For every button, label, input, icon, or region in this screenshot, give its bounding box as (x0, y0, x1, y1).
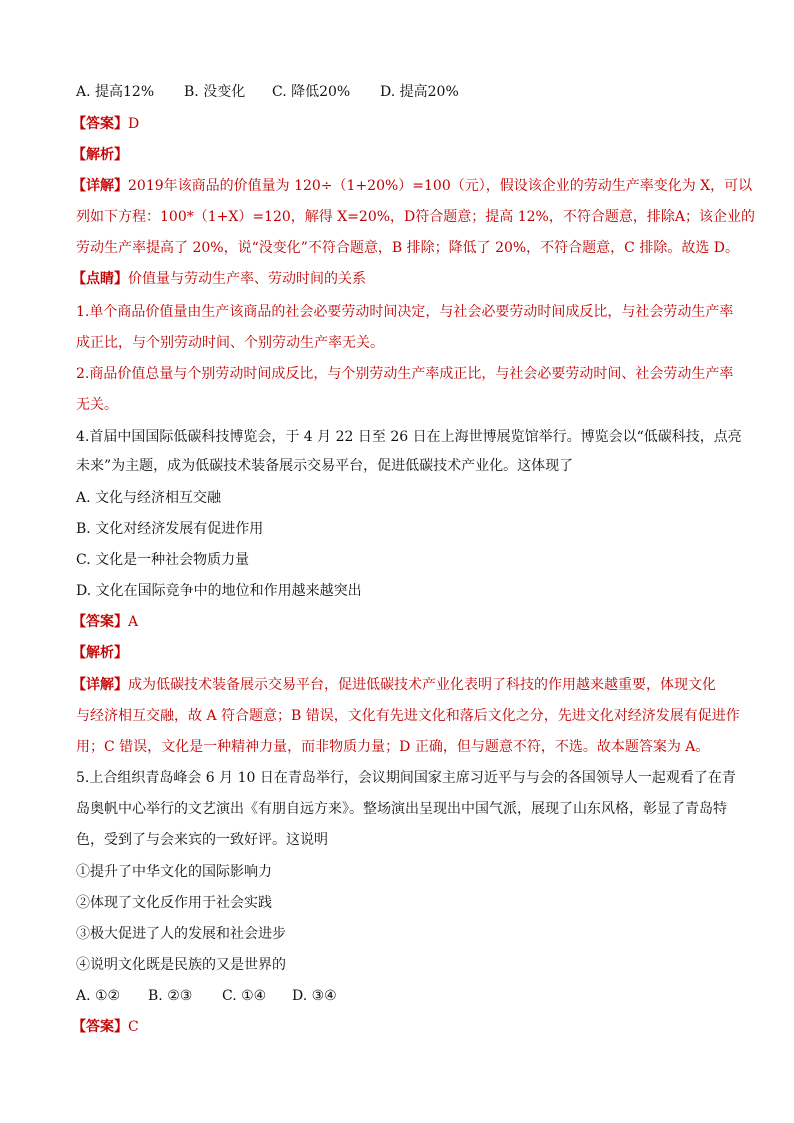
answer-tag: 【答案】 (72, 116, 128, 132)
q3-answer (72, 114, 722, 134)
q5-statement-3: ③极大促进了人的发展和社会进步 (76, 926, 286, 942)
q3-detail-line-1 (72, 176, 753, 196)
q5-statement-2: ②体现了文化反作用于社会实践 (76, 895, 272, 911)
q5-option-b: B. ②③ (148, 988, 193, 1004)
q5-option-c: C. ①④ (222, 988, 267, 1004)
q3-point-line-2: 成正比，与个别劳动时间、个别劳动生产率无关。 (76, 335, 384, 351)
q3-option-d: D. 提高20% (380, 84, 459, 100)
q4-option-d: D. 文化在国际竞争中的地位和作用越来越突出 (76, 583, 362, 599)
q3-option-c: C. 降低20% (272, 84, 351, 100)
answer-value: C (128, 1019, 139, 1035)
answer-tag: 【答案】 (72, 1019, 128, 1035)
detail-text: 2019年该商品的价值量为 120÷（1+20%）=100（元），假设该企业的劳动生产率变化为 X，可以 (128, 178, 753, 194)
detail-tag: 【详解】 (72, 178, 128, 194)
q5-option-d: D. ③④ (292, 988, 337, 1004)
q3-option-b: B. 没变化 (184, 84, 246, 100)
q5-stem-line-1: 5.上合组织青岛峰会 6 月 10 日在青岛举行，会议期间国家主席习近平与与会的各国领导人一起观看了在青 (76, 770, 736, 786)
answer-value: D (128, 116, 140, 132)
q4-detail-line-2: 与经济相互交融，故 A 符合题意；B 错误，文化有先进文化和落后文化之分，先进文化对经济发展有促进作 (76, 708, 740, 724)
q5-stem-line-2: 岛奥帆中心举行的文艺演出《有朋自远方来》。整场演出呈现出中国气派，展现了山东风格，彰显了青岛特 (76, 801, 727, 817)
q4-stem-line-1: 4.首届中国国际低碳科技博览会，于 4 月 22 日至 26 日在上海世博展览馆举行。博览会以“低碳科技，点亮 (76, 429, 742, 445)
q4-option-a: A. 文化与经济相互交融 (76, 490, 222, 506)
detail-text: 成为低碳技术装备展示交易平台，促进低碳技术产业化表明了科技的作用越来越重要，体现文化 (128, 677, 716, 693)
q3-point-heading (72, 269, 722, 289)
q3-detail-line-2: 列如下方程：100*（1+X）=120，解得 X=20%，D符合题意；提高 12%，不符合题意，排除A；该企业的 (76, 209, 755, 225)
q4-option-b: B. 文化对经济发展有促进作用 (76, 521, 264, 537)
q4-answer (72, 612, 722, 632)
answer-tag: 【答案】 (72, 614, 128, 630)
answer-value: A (128, 614, 139, 630)
q5-stem-line-3: 色，受到了与会来宾的一致好评。这说明 (76, 832, 328, 848)
q3-analysis-heading (72, 145, 722, 165)
q4-detail-line-3: 用；C 错误，文化是一种精神力量，而非物质力量；D 正确，但与题意不符，不选。故本题答案为 A。 (76, 739, 710, 755)
analysis-tag: 【解析】 (72, 147, 128, 163)
point-title: 价值量与劳动生产率、劳动时间的关系 (128, 271, 366, 287)
point-tag: 【点睛】 (72, 271, 128, 287)
analysis-tag: 【解析】 (72, 645, 128, 661)
q5-answer (72, 1017, 722, 1037)
q3-point-line-1: 1.单个商品价值量由生产该商品的社会必要劳动时间决定，与社会必要劳动时间成反比，与社会劳动生产率 (76, 304, 734, 320)
q3-options (76, 82, 726, 102)
q5-statement-1: ①提升了中华文化的国际影响力 (76, 864, 272, 880)
q5-option-a: A. ①② (76, 988, 121, 1004)
q3-point-line-4: 无关。 (76, 397, 118, 413)
detail-tag: 【详解】 (72, 677, 128, 693)
q4-option-c: C. 文化是一种社会物质力量 (76, 552, 250, 568)
q3-option-a: A. 提高12% (76, 84, 155, 100)
q3-detail-line-3: 劳动生产率提高了 20%，说“没变化”不符合题意，B 排除；降低了 20%，不符合题意，C 排除。故选 D。 (76, 240, 740, 256)
q5-statement-4: ④说明文化既是民族的又是世界的 (76, 957, 286, 973)
q4-stem-line-2: 未来”为主题，成为低碳技术装备展示交易平台，促进低碳技术产业化。这体现了 (76, 458, 574, 474)
q5-options (76, 986, 726, 1006)
q4-analysis-heading (72, 643, 722, 663)
q3-point-line-3: 2.商品价值总量与个别劳动时间成反比，与个别劳动生产率成正比，与社会必要劳动时间、社会劳动生产率 (76, 366, 734, 382)
q4-detail-line-1 (72, 675, 722, 695)
